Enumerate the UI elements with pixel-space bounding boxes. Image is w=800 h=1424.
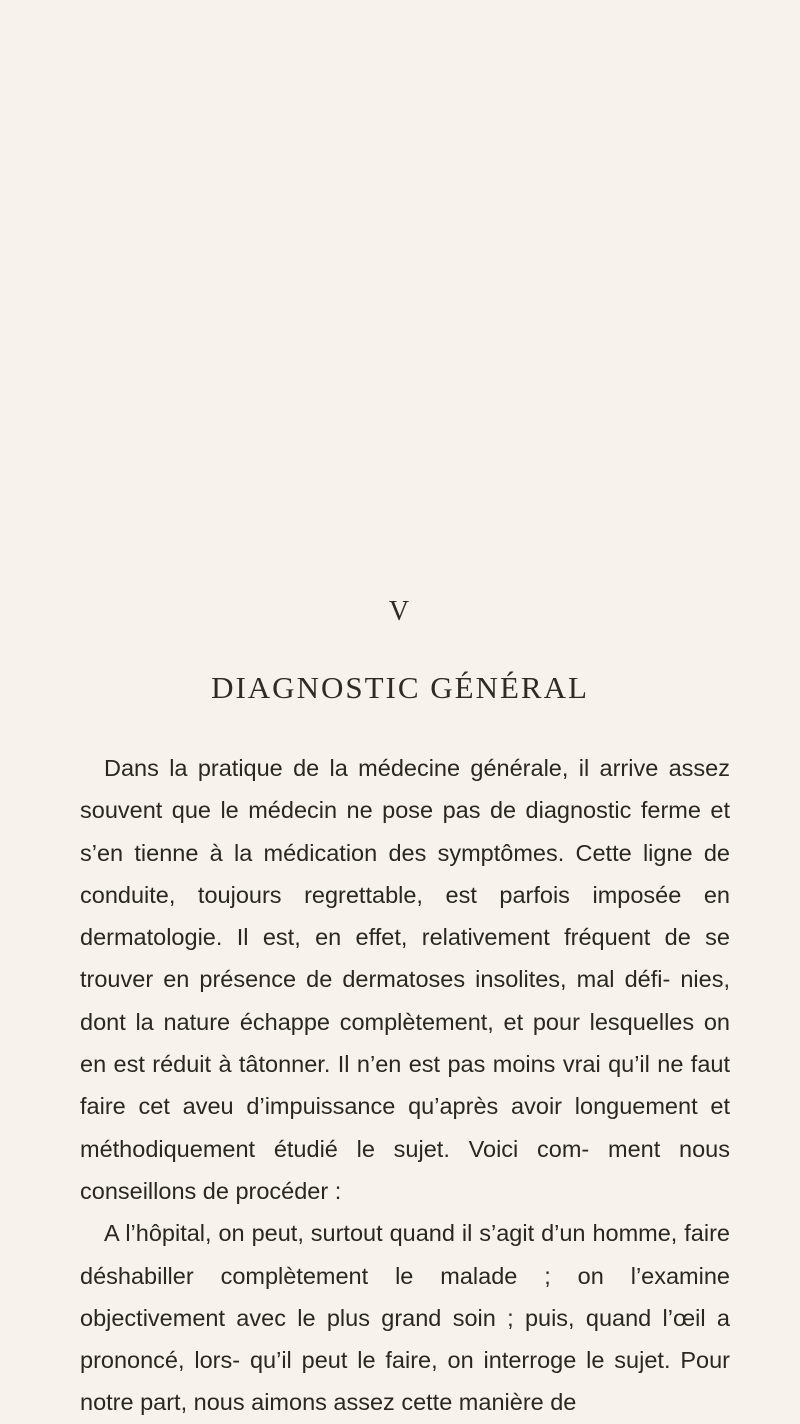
paragraph: A l’hôpital, on peut, surtout quand il s’agit d’un homme, faire déshabiller complètement le malade ; on l’examine objectivement avec le plus grand soin ; puis, quand l’œil a prononcé, lors- qu’il peut le faire, on interroge le sujet. Pour notre part, nous aimons assez cette manière de bbox=[80, 1220, 730, 1416]
body-text bbox=[80, 747, 730, 1424]
chapter-number: V bbox=[388, 596, 412, 627]
paragraph: Dans la pratique de la médecine générale, il arrive assez souvent que le médecin ne pose pas de diagnostic ferme et s’en tienne à la médication des symptômes. Cette ligne de conduite, toujours regrettable, est parfois imposée en dermatologie. Il est, en effet, relativement fréquent de se trouver en présence de dermatoses insolites, mal défi- nies, dont la nature échappe complètement, et pour lesquelles on en est réduit à tâtonner. Il n’en est pas moins vrai qu’il ne faut faire cet aveu d’impuissance qu’après avoir longuement et méthodiquement étudié le sujet. Voici com- ment nous conseillons de procéder : bbox=[80, 755, 730, 1204]
chapter-title: DIAGNOSTIC GÉNÉRAL bbox=[211, 670, 589, 705]
